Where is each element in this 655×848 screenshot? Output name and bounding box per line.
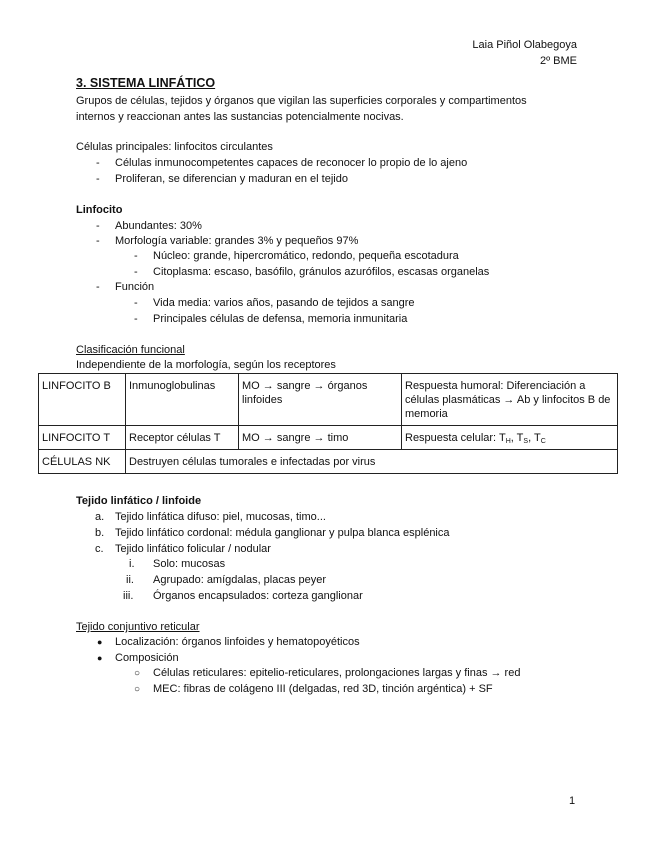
table-cell: MO → sangre → timo xyxy=(239,426,402,450)
tejido-encapsulados: Órganos encapsulados: corteza ganglionar xyxy=(153,590,363,602)
linfocito-defensa: - Principales células de defensa, memoria inmunitaria xyxy=(153,312,407,328)
list-marker: b. xyxy=(95,527,105,539)
tejido-cordonal: Tejido linfático cordonal: médula ganglionar y pulpa blanca esplénica xyxy=(115,527,450,539)
author-name: Laia Piñol Olabegoya xyxy=(472,39,577,51)
principales-item: - Células inmunocompetentes capaces de reconocer lo propio de lo ajeno xyxy=(115,156,467,172)
page-number: 1 xyxy=(569,795,576,807)
reticular-celulas: Células reticulares: epitelio-reticulares, prolongaciones largas y finas → red xyxy=(153,667,521,679)
linfocito-vida-media: - Vida media: varios años, pasando de tejidos a sangre xyxy=(153,296,415,312)
tejido-folicular: Tejido linfático folicular / nodular xyxy=(115,543,271,555)
table-cell: LINFOCITO B xyxy=(39,374,126,426)
linfocito-abundantes: - Abundantes: 30% xyxy=(115,219,202,235)
table-cell: Inmunoglobulinas xyxy=(126,374,239,426)
intro-line-2: internos y reaccionan antes las sustancias potencialmente nocivas. xyxy=(76,111,404,123)
list-marker: a. xyxy=(95,511,105,523)
list-marker: iii. xyxy=(123,590,134,602)
t-sub-c: C xyxy=(540,438,546,445)
intro-line-1: Grupos de células, tejidos y órganos que vigilan las superficies corporales y compartimentos xyxy=(76,95,527,107)
t-sep-1: , T xyxy=(510,432,524,444)
list-marker: i. xyxy=(129,558,135,570)
reticular-heading: Tejido conjuntivo reticular xyxy=(76,621,200,633)
table-cell: Respuesta humoral: Diferenciación a células plasmáticas → Ab y linfocitos B de memoria xyxy=(402,374,618,426)
t-sub-s: S xyxy=(523,438,529,445)
principales-item: - Proliferan, se diferencian y maduran en el tejido xyxy=(115,172,348,188)
tejido-difuso: Tejido linfática difuso: piel, mucosas, timo... xyxy=(115,511,326,523)
table-row xyxy=(39,450,618,474)
reticular-composicion: Composición xyxy=(115,652,179,664)
tejido-linfatico-heading: Tejido linfático / linfoide xyxy=(76,495,202,507)
course-label: 2º BME xyxy=(539,55,577,67)
tejido-solo: Solo: mucosas xyxy=(153,558,226,570)
t-sep-2: , T xyxy=(528,432,541,444)
principales-heading: Células principales: linfocitos circulantes xyxy=(76,141,273,153)
linfocito-heading: Linfocito xyxy=(76,204,123,216)
linfocito-citoplasma: - Citoplasma: escaso, basófilo, gránulos azurófilos, escasas organelas xyxy=(153,265,489,281)
tejido-agrupado: Agrupado: amígdalas, placas peyer xyxy=(153,574,327,586)
list-marker: c. xyxy=(95,543,104,555)
table-row xyxy=(39,426,618,450)
table-cell: Destruyen células tumorales e infectadas por virus xyxy=(126,450,618,474)
table-row xyxy=(39,374,618,426)
clasificacion-table xyxy=(38,373,618,474)
table-cell: CÉLULAS NK xyxy=(39,450,126,474)
t-sub-h: H xyxy=(505,438,511,445)
circle-bullet-icon: ○ xyxy=(134,668,141,679)
table-cell xyxy=(402,426,618,450)
linfocito-funcion: - Función xyxy=(115,280,154,296)
table-cell: MO → sangre → órganos linfoides xyxy=(239,374,402,426)
section-title: 3. SISTEMA LINFÁTICO xyxy=(76,76,216,90)
reticular-mec: MEC: fibras de colágeno III (delgadas, red 3D, tinción argéntica) + SF xyxy=(153,683,493,695)
clasificacion-subheading: Independiente de la morfología, según los receptores xyxy=(76,359,336,371)
linfocito-nucleo: - Núcleo: grande, hipercromático, redondo, pequeña escotadura xyxy=(153,249,459,265)
bullet-icon: ● xyxy=(97,653,103,663)
bullet-icon: ● xyxy=(97,637,103,647)
table-cell: Receptor células T xyxy=(126,426,239,450)
list-marker: ii. xyxy=(126,574,134,586)
linfocito-morfologia: - Morfología variable: grandes 3% y pequeños 97% xyxy=(115,234,358,250)
t-response-prefix: Respuesta celular: T xyxy=(405,432,506,444)
clasificacion-heading: Clasificación funcional xyxy=(76,344,185,356)
circle-bullet-icon: ○ xyxy=(134,684,141,695)
table-cell: LINFOCITO T xyxy=(39,426,126,450)
reticular-localizacion: Localización: órganos linfoides y hematopoyéticos xyxy=(115,636,360,648)
